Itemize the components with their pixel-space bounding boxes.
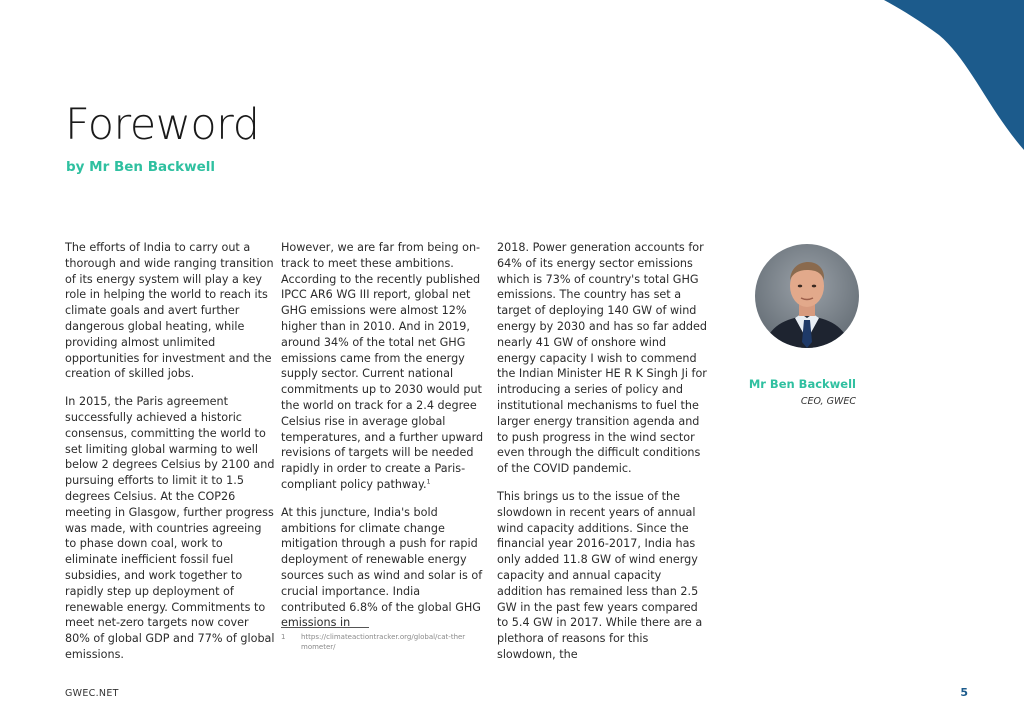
footnote-marker[interactable]: 1 xyxy=(426,478,431,486)
page-title: Foreword xyxy=(65,100,260,150)
page-byline: by Mr Ben Backwell xyxy=(66,159,215,175)
portrait-image xyxy=(755,244,859,348)
author-portrait xyxy=(755,244,859,348)
portrait-caption-role: CEO, GWEC xyxy=(800,396,856,407)
footnote-number: 1 xyxy=(281,633,286,641)
footnote xyxy=(281,632,471,652)
text-column-3 xyxy=(497,240,707,675)
text-column-2 xyxy=(281,240,486,643)
paragraph xyxy=(281,240,486,493)
paragraph-text: However, we are far from being on-track to meet these ambitions. According to the recently published IPCC AR6 WG III report, global net GHG emissions were almost 12% higher than in 2010. And in 2019, around 34% of the total net GHG emissions came from the energy supply sector. Current national commitments up to 2030 would put the world on track for a 2.4 degree Celsius rise in average global temperatures, and a further upward revisions of targets will be needed rapidly in order to create a Paris-compliant policy pathway. xyxy=(281,241,484,491)
text-column-1 xyxy=(65,240,275,675)
paragraph: At this juncture, India's bold ambitions for climate change mitigation through a push for rapid deployment of renewable energy sources such as wind and solar is of crucial importance. India contributed 6.8% of the global GHG emissions in xyxy=(281,505,483,630)
paragraph: In 2015, the Paris agreement successfully achieved a historic consensus, committing the world to set limiting global warming to well below 2 degrees Celsius by 2100 and pursuing efforts to limit it to 1.5 degrees Celsius. At the COP26 meeting in Glasgow, further progress was made, with countries agreeing to phase down coal, work to eliminate inefficient fossil fuel subsidies, and work together to rapidly step up deployment of renewable energy. Commitments to meet net-zero targets now cover 80% of global GDP and 77% of global emissions. xyxy=(65,395,275,661)
page-number: 5 xyxy=(960,686,968,699)
paragraph: This brings us to the issue of the slowdown in recent years of annual wind capacity additions. Since the financial year 2016-2017, India has only added 11.8 GW of wind energy capacity and annual capacity addition has remained less than 2.5 GW in the past few years compared to 5.4 GW in 2017. While there are a plethora of reasons for this slowdown, the xyxy=(497,489,703,661)
corner-decoration xyxy=(884,0,1024,160)
portrait-caption-name: Mr Ben Backwell xyxy=(748,377,856,391)
footer-site-link[interactable]: GWEC.NET xyxy=(65,688,119,699)
footnote-divider xyxy=(281,627,369,628)
footnote-link[interactable]: https://climateactiontracker.org/global/cat-thermometer/ xyxy=(301,633,466,651)
paragraph: The efforts of India to carry out a thorough and wide ranging transition of its energy system will play a key role in helping the world to reach its climate goals and avert further dangerous global heating, while providing almost unlimited opportunities for investment and the creation of skilled jobs. xyxy=(65,241,274,381)
paragraph: 2018. Power generation accounts for 64% of its energy sector emissions which is 73% of country's total GHG emissions. The country has set a target of deploying 140 GW of wind energy by 2030 and has so far added nearly 41 GW of onshore wind energy capacity I wish to commend the Indian Minister HE R K Singh Ji for introducing a series of policy and institutional mechanisms to fuel the larger energy transition agenda and to push progress in the wind sector even through the difficult conditions of the COVID pandemic. xyxy=(497,241,708,476)
